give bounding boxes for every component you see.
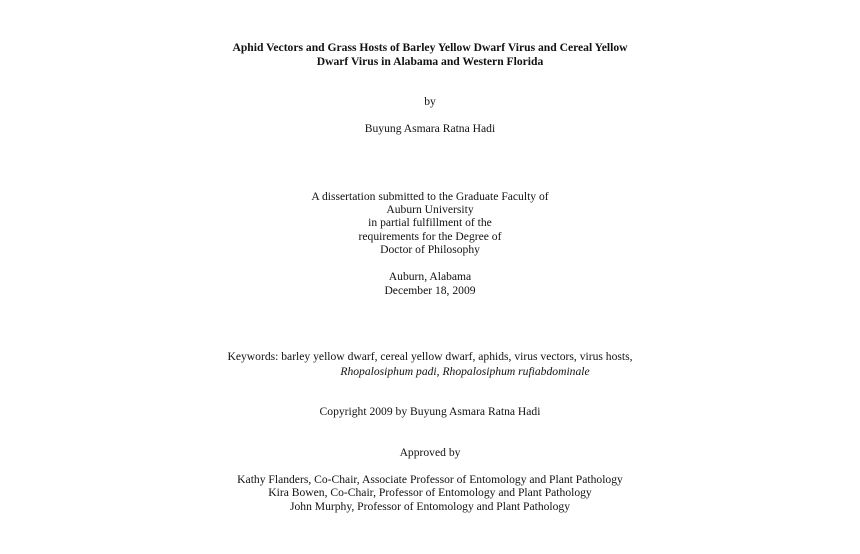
submission-line-1: A dissertation submitted to the Graduate Faculty of [311,190,549,203]
committee-member-3: John Murphy, Professor of Entomology and Plant Pathology [289,500,571,513]
keywords-line-2 [0,365,860,379]
title-line-2: Dwarf Virus in Alabama and Western Florida [316,55,544,68]
keywords-line-1: Keywords: barley yellow dwarf, cereal yellow dwarf, aphids, virus vectors, virus hosts, [227,350,633,363]
submission-line-5: Doctor of Philosophy [380,243,480,256]
committee-member-1: Kathy Flanders, Co-Chair, Associate Professor of Entomology and Plant Pathology [237,473,623,486]
title-line-1: Aphid Vectors and Grass Hosts of Barley Yellow Dwarf Virus and Cereal Yellow [232,41,628,54]
committee-member-2: Kira Bowen, Co-Chair, Professor of Entomology and Plant Pathology [268,486,592,499]
submission-line-2: Auburn University [386,203,474,216]
approved-by-label: Approved by [399,446,461,459]
submission-line-3: in partial fulfillment of the [368,216,492,229]
keyword-separator: , [436,365,443,378]
submission-line-4: requirements for the Degree of [358,230,502,243]
copyright: Copyright 2009 by Buyung Asmara Ratna Hadi [319,405,541,418]
author-name: Buyung Asmara Ratna Hadi [364,122,496,135]
place: Auburn, Alabama [388,270,472,283]
keyword-species-1: Rhopalosiphum padi [340,365,437,378]
date: December 18, 2009 [384,284,476,297]
by-label: by [424,95,436,108]
keyword-species-2: Rhopalosiphum rufiabdominale [442,365,590,378]
